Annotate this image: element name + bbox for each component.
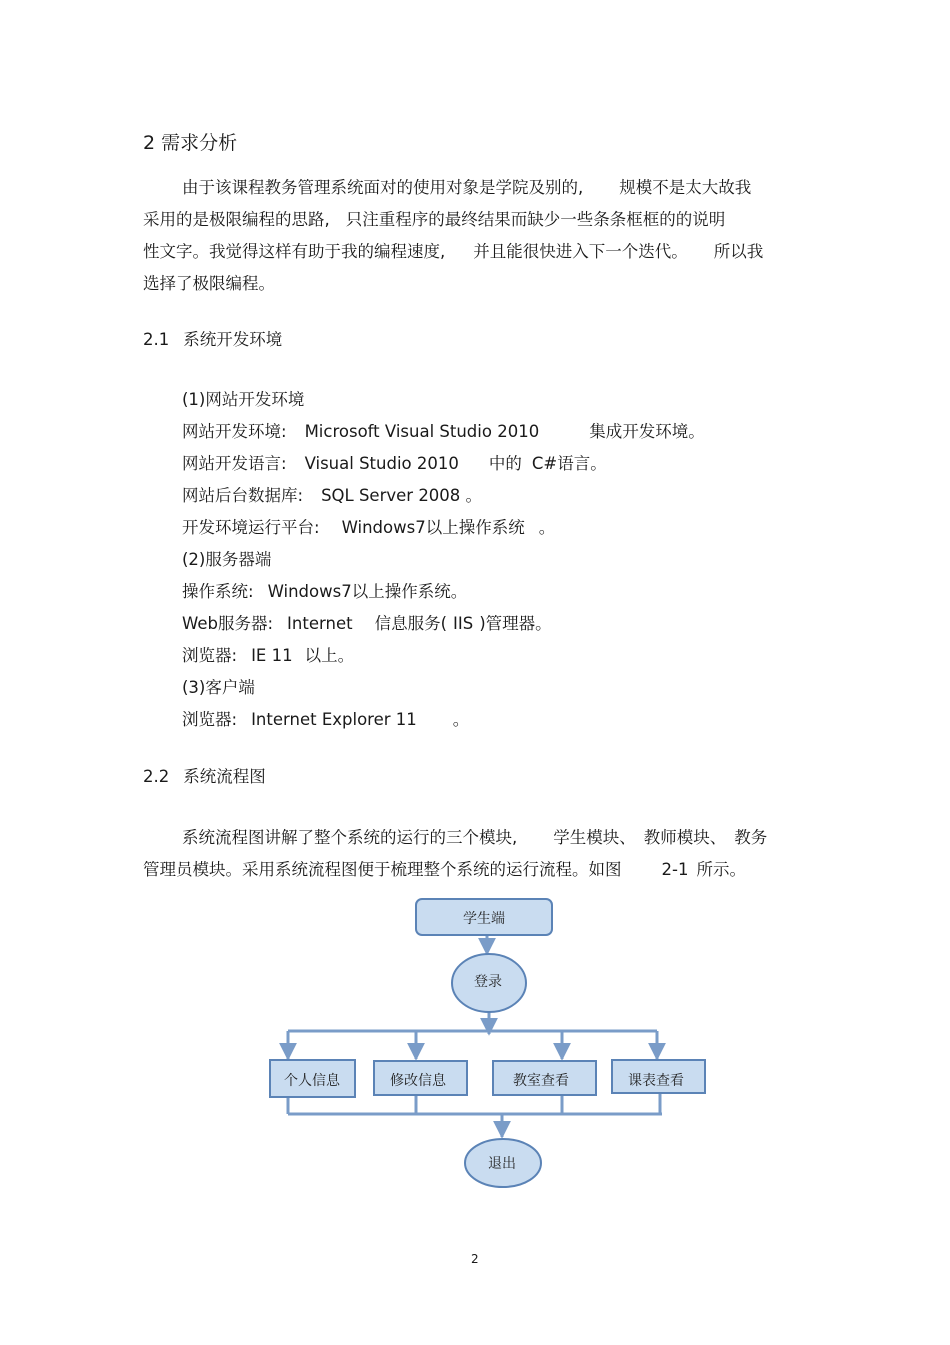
text-segment: (3)客户端 bbox=[182, 678, 255, 697]
text-segment: 教师模块、 bbox=[643, 828, 727, 847]
text-segment: 系统流程图讲解了整个系统的运行的三个模块, bbox=[182, 828, 518, 847]
value: Microsoft Visual Studio 2010 bbox=[304, 422, 540, 441]
value: 集成开发环境。 bbox=[589, 422, 705, 441]
value: )管理器。 bbox=[479, 614, 552, 633]
module-label: 教室查看 bbox=[513, 1073, 569, 1089]
value: Internet Explorer 11 bbox=[251, 710, 417, 729]
label: 网站开发环境: bbox=[182, 422, 287, 441]
value: IE 11 bbox=[251, 646, 293, 665]
module-label: 课表查看 bbox=[628, 1073, 684, 1089]
value: 信息服务( bbox=[374, 614, 448, 633]
text-segment: 由于该课程教务管理系统面对的使用对象是学院及别的, bbox=[182, 178, 584, 197]
section-number: 2.2 bbox=[143, 767, 170, 786]
text-segment: (2)服务器端 bbox=[182, 550, 272, 569]
text-segment: 并且能很快进入下一个迭代。 bbox=[473, 242, 688, 261]
text-segment: 只注重程序的最终结果而缺少一些条条框框的的说明 bbox=[345, 210, 726, 229]
label: Web服务器: bbox=[182, 614, 274, 633]
value: C#语言。 bbox=[531, 454, 607, 473]
text-segment: 管理员模块。采用系统流程图便于梳理整个系统的运行流程。如图 bbox=[143, 860, 622, 879]
label: 网站开发语言: bbox=[182, 454, 287, 473]
figure-ref: 2-1 bbox=[661, 860, 689, 879]
value: Visual Studio 2010 bbox=[304, 454, 459, 473]
value: IIS bbox=[453, 614, 474, 633]
label: 开发环境运行平台: bbox=[182, 518, 320, 537]
label: 浏览器: bbox=[182, 710, 238, 729]
module-label: 修改信息 bbox=[390, 1073, 446, 1089]
value: 中的 bbox=[488, 454, 522, 473]
section-heading: 2 需求分析 bbox=[143, 132, 238, 154]
value: 。 bbox=[538, 518, 556, 537]
value: Internet bbox=[287, 614, 353, 633]
value: 。 bbox=[452, 710, 470, 729]
login-node-label: 登录 bbox=[474, 974, 502, 990]
text-segment: 选择了极限编程。 bbox=[143, 274, 275, 293]
section-name: 系统流程图 bbox=[183, 767, 266, 786]
value: Windows7以上操作系统。 bbox=[267, 582, 468, 601]
module-label: 个人信息 bbox=[284, 1073, 340, 1089]
value: Windows7以上操作系统 bbox=[341, 518, 525, 537]
text-segment: 规模不是太大故我 bbox=[619, 178, 752, 197]
label: 操作系统: bbox=[182, 582, 254, 601]
text-segment: 性文字。我觉得这样有助于我的编程速度, bbox=[143, 242, 446, 261]
text-segment: (1)网站开发环境 bbox=[182, 390, 305, 409]
label: 网站后台数据库: bbox=[182, 486, 304, 505]
text-segment: 采用的是极限编程的思路, bbox=[143, 210, 330, 229]
value: 以上。 bbox=[304, 646, 355, 665]
section-name: 系统开发环境 bbox=[183, 330, 283, 349]
text-segment: 所以我 bbox=[713, 242, 764, 261]
label: 浏览器: bbox=[182, 646, 238, 665]
text-segment: 所示。 bbox=[696, 860, 746, 879]
exit-node-label: 退出 bbox=[488, 1156, 516, 1172]
text-segment: 学生模块、 bbox=[553, 828, 636, 847]
start-node-label: 学生端 bbox=[463, 911, 505, 927]
section-number: 2.1 bbox=[143, 330, 170, 349]
text-segment: 教务 bbox=[734, 828, 768, 847]
value: SQL Server 2008 。 bbox=[321, 486, 483, 505]
page-number: 2 bbox=[471, 1252, 479, 1266]
